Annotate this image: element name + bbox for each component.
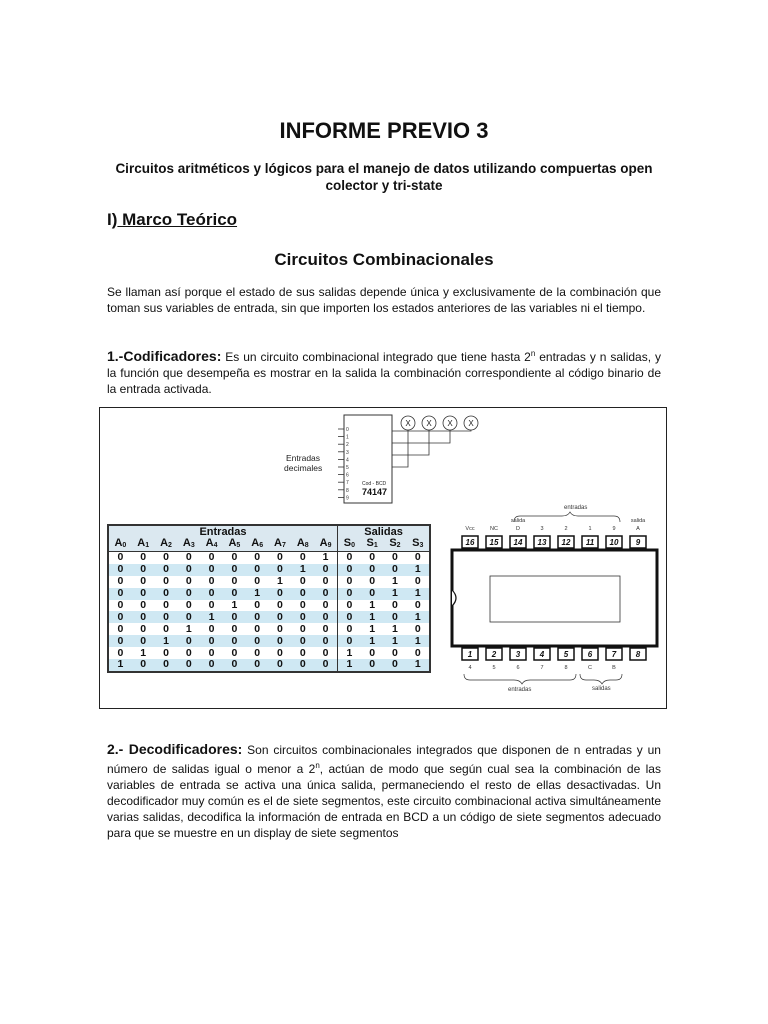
- table-cell: 0: [177, 564, 200, 576]
- table-cell: 0: [254, 551, 261, 564]
- encoder-diagram-svg: [284, 409, 484, 509]
- truth-table-body: [108, 552, 430, 672]
- header-letter: S: [366, 537, 374, 549]
- table-cell: 0: [277, 599, 283, 611]
- encoder-output-line: [392, 430, 450, 443]
- table-cell: 0: [117, 599, 124, 611]
- table-row: [108, 600, 430, 612]
- encoder-inputs-label-1: Entradas: [286, 453, 321, 463]
- table-cell: 0: [291, 635, 314, 647]
- table-cell: 0: [246, 611, 269, 623]
- table-cell: 0: [132, 588, 155, 600]
- table-cell: 0: [163, 575, 169, 588]
- pinout-bottom-pin-label: B: [612, 665, 616, 671]
- header-letter: A: [296, 537, 305, 549]
- table-row: [108, 611, 430, 623]
- pinout-top-brace: [514, 512, 620, 522]
- table-cell: 0: [299, 575, 306, 588]
- table-cell: 0: [246, 659, 269, 672]
- table-cell: 1: [200, 611, 223, 623]
- pinout-top-pins: [462, 518, 646, 548]
- pinout-bottom-pin-label: 4: [468, 665, 472, 671]
- table-cell: 0: [223, 564, 246, 576]
- table-cell: 0: [132, 659, 155, 672]
- table-cell: 1: [337, 659, 360, 672]
- table-cell: 0: [322, 646, 329, 659]
- table-cell: 0: [223, 635, 246, 647]
- table-cell: 0: [140, 551, 147, 564]
- pinout-pin-number: 14: [513, 538, 523, 547]
- encoder-pin-number: 1: [346, 434, 349, 441]
- table-cell: 0: [322, 575, 329, 588]
- table-cell: 1: [406, 611, 430, 623]
- header-letter: A: [228, 537, 237, 549]
- table-cell: 0: [200, 588, 223, 600]
- table-cell: 0: [200, 659, 223, 672]
- table-cell: 0: [140, 622, 147, 635]
- encoder-pin-number: 8: [346, 487, 349, 494]
- header-subscript: 3: [190, 542, 195, 549]
- pinout-bottom-pin-label: 7: [540, 665, 544, 671]
- header-letter: A: [137, 537, 146, 549]
- table-cell: 0: [231, 622, 238, 635]
- encoder-pin-number: 2: [346, 442, 349, 449]
- encoder-pin-number: 7: [346, 480, 349, 487]
- table-cell: 1: [406, 635, 430, 647]
- encoder-chip-type: Cod - BCD: [362, 481, 387, 487]
- header-subscript: 2: [396, 542, 401, 549]
- pinout-pin-number: 11: [585, 538, 595, 547]
- table-cell: 0: [392, 599, 398, 611]
- section-heading: [107, 210, 237, 230]
- subsection-heading: Circuitos Combinacionales: [274, 250, 494, 269]
- encoder-output-line: [392, 430, 408, 467]
- table-cell: 0: [314, 611, 337, 623]
- table-row: [108, 564, 430, 576]
- table-cell: 0: [277, 646, 283, 659]
- table-cell: 0: [254, 646, 261, 659]
- header-subscript: 2: [168, 542, 172, 549]
- header-letter: A: [114, 537, 123, 549]
- table-cell: 0: [246, 564, 269, 576]
- table-cell: 0: [155, 564, 178, 576]
- table-cell: 0: [414, 646, 421, 659]
- table-cell: 1: [155, 635, 178, 647]
- table-cell: 0: [208, 622, 215, 635]
- table-cell: 1: [406, 564, 430, 576]
- truth-table-header-cell: [337, 538, 360, 552]
- table-cell: 0: [132, 611, 155, 623]
- table-cell: 0: [414, 599, 421, 611]
- header-subscript: 3: [419, 542, 424, 549]
- table-cell: 0: [231, 646, 238, 659]
- table-cell: 0: [177, 659, 200, 672]
- codificadores-sup: n: [530, 349, 536, 358]
- pinout-pin-number: 4: [539, 650, 545, 659]
- header-letter: A: [319, 537, 328, 549]
- truth-table-header-cell: [384, 538, 407, 552]
- header-subscript: 1: [145, 542, 150, 549]
- table-cell: 0: [314, 588, 337, 600]
- truth-table-header-cell: [177, 538, 200, 552]
- table-cell: 0: [185, 551, 192, 564]
- table-cell: 0: [177, 611, 200, 623]
- table-cell: 1: [231, 599, 238, 611]
- table-cell: 1: [392, 622, 398, 635]
- table-cell: 0: [117, 551, 124, 564]
- encoder-inputs-label-2: decimales: [284, 463, 323, 473]
- table-cell: 1: [384, 635, 407, 647]
- pinout-pin-number: 16: [465, 538, 475, 547]
- table-cell: 0: [223, 611, 246, 623]
- table-cell: 1: [406, 588, 430, 600]
- truth-table-header-cell: [108, 538, 132, 552]
- table-cell: 0: [155, 588, 178, 600]
- paragraph-decodificadores: [107, 741, 661, 841]
- pinout-pin-number: 2: [491, 650, 497, 659]
- header-letter: A: [182, 537, 191, 549]
- table-cell: 0: [108, 588, 132, 600]
- header-subscript: 0: [122, 542, 127, 549]
- decodificadores-sup: n: [315, 761, 320, 770]
- table-cell: 0: [314, 564, 337, 576]
- pinout-bottom-label-inputs: entradas: [508, 687, 532, 693]
- pinout-top-pin-label: salida: [630, 518, 646, 524]
- table-row: [108, 588, 430, 600]
- table-cell: 0: [392, 646, 398, 659]
- header-subscript: 5: [236, 542, 241, 549]
- table-cell: 0: [337, 588, 360, 600]
- table-cell: 1: [277, 575, 283, 588]
- decodificadores-text-b: , actúan de modo que según cual sea la combinación de las variables de entrada se activa una única salida, permaneciendo el resto de ellas desactivadas. Un decodificador muy común es el de siete segmentos, este circuito combinacional activa simultáneamente varias salidas, decodifica la información de entrada en BCD a un código de siete segmentos adecuado para que se muestre en un display de siete segmentos: [107, 762, 661, 840]
- section-number: I): [107, 210, 118, 229]
- header-subscript: 0: [351, 542, 355, 549]
- table-cell: 0: [140, 599, 147, 611]
- pinout-pin-number: 3: [515, 650, 521, 659]
- header-letter: A: [160, 537, 169, 549]
- table-cell: 0: [337, 623, 360, 635]
- header-letter: S: [343, 537, 352, 549]
- encoder-diagram: [284, 409, 484, 509]
- pinout-pin-number: 1: [467, 650, 473, 659]
- pinout-pin-number: 8: [635, 650, 641, 659]
- header-letter: A: [205, 537, 214, 549]
- table-cell: 0: [163, 646, 169, 659]
- encoder-pin-number: 4: [346, 457, 349, 464]
- table-cell: 0: [414, 551, 421, 564]
- table-cell: 0: [337, 552, 360, 564]
- table-cell: 0: [140, 575, 147, 588]
- document-subtitle: Circuitos aritméticos y lógicos para el manejo de datos utilizando compuertas open colector y tri-state: [115, 161, 653, 193]
- header-letter: S: [389, 537, 397, 549]
- encoder-output-line: [392, 430, 471, 431]
- encoder-chip-name: 74147: [362, 487, 388, 497]
- table-cell: 0: [108, 564, 132, 576]
- codificadores-lead: 1.-Codificadores:: [107, 348, 222, 364]
- table-cell: 0: [384, 611, 407, 623]
- table-cell: 0: [314, 635, 337, 647]
- table-cell: 0: [200, 564, 223, 576]
- table-cell: 0: [337, 564, 360, 576]
- table-cell: 0: [208, 599, 215, 611]
- paragraph-combinacionales: Se llaman así porque el estado de sus salidas depende única y exclusivamente de la combinación que toman sus variables de entrada, sin que importen los estados anteriores de las variables ni el tiempo.: [107, 285, 661, 315]
- table-row: [108, 576, 430, 588]
- table-cell: 0: [361, 588, 384, 600]
- table-cell: 0: [269, 588, 292, 600]
- table-cell: 1: [291, 564, 314, 576]
- truth-table-header-cell: [200, 538, 223, 552]
- pinout-top-pin-label: A: [636, 526, 640, 532]
- table-cell: 0: [117, 646, 124, 659]
- truth-table-header-cell: [314, 538, 337, 552]
- truth-table-header-cell: [406, 538, 430, 552]
- table-row: [108, 635, 430, 647]
- encoder-pin-number: 0: [346, 427, 349, 433]
- table-cell: 1: [322, 551, 329, 564]
- pinout-top-pin-label: 9: [612, 526, 616, 532]
- table-cell: 0: [185, 575, 192, 588]
- truth-table-group-outputs: Salidas: [337, 525, 430, 538]
- pinout-pin-number: 5: [563, 650, 569, 659]
- encoder-output-line: [392, 430, 429, 455]
- encoder-pin-number: 3: [346, 449, 349, 456]
- table-cell: 0: [414, 575, 421, 588]
- table-cell: 0: [231, 575, 238, 588]
- table-cell: 1: [140, 646, 147, 659]
- table-cell: 0: [299, 599, 306, 611]
- header-subscript: 4: [213, 542, 218, 549]
- table-cell: 1: [246, 588, 269, 600]
- table-cell: 1: [108, 659, 132, 672]
- table-cell: 0: [108, 611, 132, 623]
- pinout-bottom-pins: [462, 648, 646, 671]
- table-cell: 0: [163, 599, 169, 611]
- encoder-output-mark: X: [468, 419, 474, 428]
- table-cell: 0: [132, 635, 155, 647]
- table-cell: 0: [254, 599, 261, 611]
- decodificadores-text-a: Son circuitos combinacionales integrados que disponen de n entradas y un número de salidas igual o menor a 2: [107, 743, 661, 776]
- table-cell: 1: [384, 588, 407, 600]
- table-cell: 0: [223, 659, 246, 672]
- truth-table-header-cell: [361, 538, 384, 552]
- pinout-bottom-pin-label: 8: [564, 665, 568, 671]
- pinout-pin-number: 6: [587, 650, 593, 659]
- pinout-pin-number: 9: [635, 538, 641, 547]
- pinout-pin-number: 7: [611, 650, 617, 659]
- table-cell: 0: [117, 622, 124, 635]
- table-cell: 0: [369, 551, 376, 564]
- truth-table-header-cell: [246, 538, 269, 552]
- pinout-top-pin-label: D: [516, 526, 520, 532]
- pinout-bottom-pin-label: 6: [516, 665, 520, 671]
- truth-table-header-cell: [132, 538, 155, 552]
- encoder-output-mark: X: [447, 419, 453, 428]
- table-cell: 0: [231, 551, 238, 564]
- truth-table: [107, 524, 431, 673]
- pinout-top-pin-label: 2: [564, 526, 568, 532]
- table-cell: 0: [369, 646, 376, 659]
- header-subscript: 8: [304, 542, 309, 549]
- encoder-output-lines: [392, 416, 478, 467]
- table-row: [108, 623, 430, 635]
- pinout-diagram: [452, 498, 662, 703]
- pinout-inner-logic: [490, 576, 620, 622]
- table-cell: 0: [322, 622, 329, 635]
- header-subscript: 9: [327, 542, 332, 549]
- truth-table-header-cell: [155, 538, 178, 552]
- table-cell: 0: [108, 635, 132, 647]
- pinout-top-pin-label: salida: [510, 518, 526, 524]
- table-cell: 0: [208, 646, 215, 659]
- section-label: Marco Teórico: [117, 210, 238, 229]
- table-cell: 0: [163, 551, 169, 564]
- table-cell: 0: [369, 575, 376, 588]
- table-cell: 0: [337, 635, 360, 647]
- header-subscript: 1: [373, 542, 378, 549]
- table-cell: 0: [246, 635, 269, 647]
- header-subscript: 7: [282, 542, 286, 549]
- pinout-diagram-svg: [452, 498, 662, 698]
- header-letter: A: [251, 537, 260, 549]
- header-letter: A: [274, 537, 282, 549]
- table-cell: 1: [369, 599, 376, 611]
- table-cell: 1: [369, 622, 376, 635]
- pinout-top-pin-label: NC: [490, 526, 498, 532]
- table-cell: 0: [208, 551, 215, 564]
- table-cell: 0: [337, 576, 360, 588]
- table-cell: 0: [269, 611, 292, 623]
- table-cell: 1: [361, 635, 384, 647]
- table-cell: 0: [392, 551, 398, 564]
- pinout-top-label: entradas: [564, 505, 588, 511]
- table-cell: 0: [291, 588, 314, 600]
- truth-table-header-cell: [269, 538, 292, 552]
- codificadores-text-b: entradas y n salidas, y la función que desempeña es mostrar en la salida la combinación correspondiente al código binario de la entrada activada.: [107, 350, 661, 396]
- encoder-pin-number: 5: [346, 465, 349, 471]
- encoder-pin-number: 9: [346, 495, 349, 502]
- truth-table-group-inputs: Entradas: [108, 525, 337, 538]
- table-cell: 0: [208, 575, 215, 588]
- table-cell: 0: [254, 575, 261, 588]
- table-cell: 1: [337, 647, 360, 659]
- pinout-top-pin-label: 3: [540, 526, 544, 532]
- table-cell: 0: [269, 659, 292, 672]
- table-cell: 0: [155, 659, 178, 672]
- table-cell: 0: [269, 635, 292, 647]
- encoder-output-mark: X: [426, 419, 432, 428]
- pinout-pin-number: 15: [489, 538, 499, 547]
- paragraph-codificadores: [107, 346, 661, 397]
- pinout-pin-number: 10: [609, 538, 619, 547]
- pinout-bottom-label-outputs: salidas: [592, 686, 611, 692]
- table-cell: 0: [277, 622, 283, 635]
- table-cell: 0: [361, 659, 384, 672]
- pinout-top-pin-label: Vcc: [465, 526, 475, 532]
- table-cell: 0: [322, 599, 329, 611]
- table-cell: 0: [269, 564, 292, 576]
- encoder-output-mark: X: [405, 419, 411, 428]
- table-cell: 0: [177, 588, 200, 600]
- document-title: INFORME PREVIO 3: [279, 118, 489, 143]
- table-row: [108, 552, 430, 564]
- header-subscript: 6: [259, 542, 264, 549]
- table-cell: 0: [414, 622, 421, 635]
- table-cell: 1: [406, 659, 430, 672]
- table-cell: 0: [117, 575, 124, 588]
- table-row: [108, 659, 430, 672]
- table-cell: 0: [132, 564, 155, 576]
- header-letter: S: [412, 537, 420, 549]
- pinout-top-pin-label: 1: [588, 526, 592, 532]
- pinout-pin-number: 13: [537, 538, 547, 547]
- table-cell: 0: [185, 599, 192, 611]
- table-cell: 0: [291, 659, 314, 672]
- table-cell: 0: [337, 600, 360, 612]
- codificadores-text-a: Es un circuito combinacional integrado que tiene hasta 2: [221, 350, 531, 364]
- table-cell: 0: [384, 659, 407, 672]
- table-row: [108, 647, 430, 659]
- truth-table-group-header: [108, 525, 430, 538]
- pinout-pin-number: 12: [561, 538, 571, 547]
- table-cell: 0: [277, 551, 283, 564]
- table-cell: 0: [254, 622, 261, 635]
- table-cell: 0: [299, 622, 306, 635]
- table-cell: 0: [314, 659, 337, 672]
- pinout-bottom-brace-inputs: [464, 674, 576, 684]
- table-cell: 0: [177, 635, 200, 647]
- pinout-bottom-pin-label: 5: [492, 665, 496, 671]
- table-cell: 0: [163, 622, 169, 635]
- encoder-pin-number: 6: [346, 472, 349, 479]
- table-cell: 0: [185, 646, 192, 659]
- decodificadores-lead: 2.- Decodificadores:: [107, 741, 243, 757]
- pinout-bottom-brace-outputs: [580, 674, 622, 684]
- truth-table-header-cell: [291, 538, 314, 552]
- pinout-bottom-pin-label: C: [588, 665, 592, 671]
- table-cell: 0: [299, 646, 306, 659]
- table-cell: 0: [299, 551, 306, 564]
- truth-table-header-cell: [223, 538, 246, 552]
- table-cell: 0: [291, 611, 314, 623]
- table-cell: 1: [361, 611, 384, 623]
- table-cell: 0: [337, 611, 360, 623]
- table-cell: 1: [392, 575, 398, 588]
- table-cell: 0: [155, 611, 178, 623]
- table-cell: 0: [361, 564, 384, 576]
- table-cell: 0: [200, 635, 223, 647]
- table-cell: 0: [223, 588, 246, 600]
- table-cell: 0: [384, 564, 407, 576]
- table-cell: 1: [185, 622, 192, 635]
- truth-table-column-header: [108, 538, 430, 552]
